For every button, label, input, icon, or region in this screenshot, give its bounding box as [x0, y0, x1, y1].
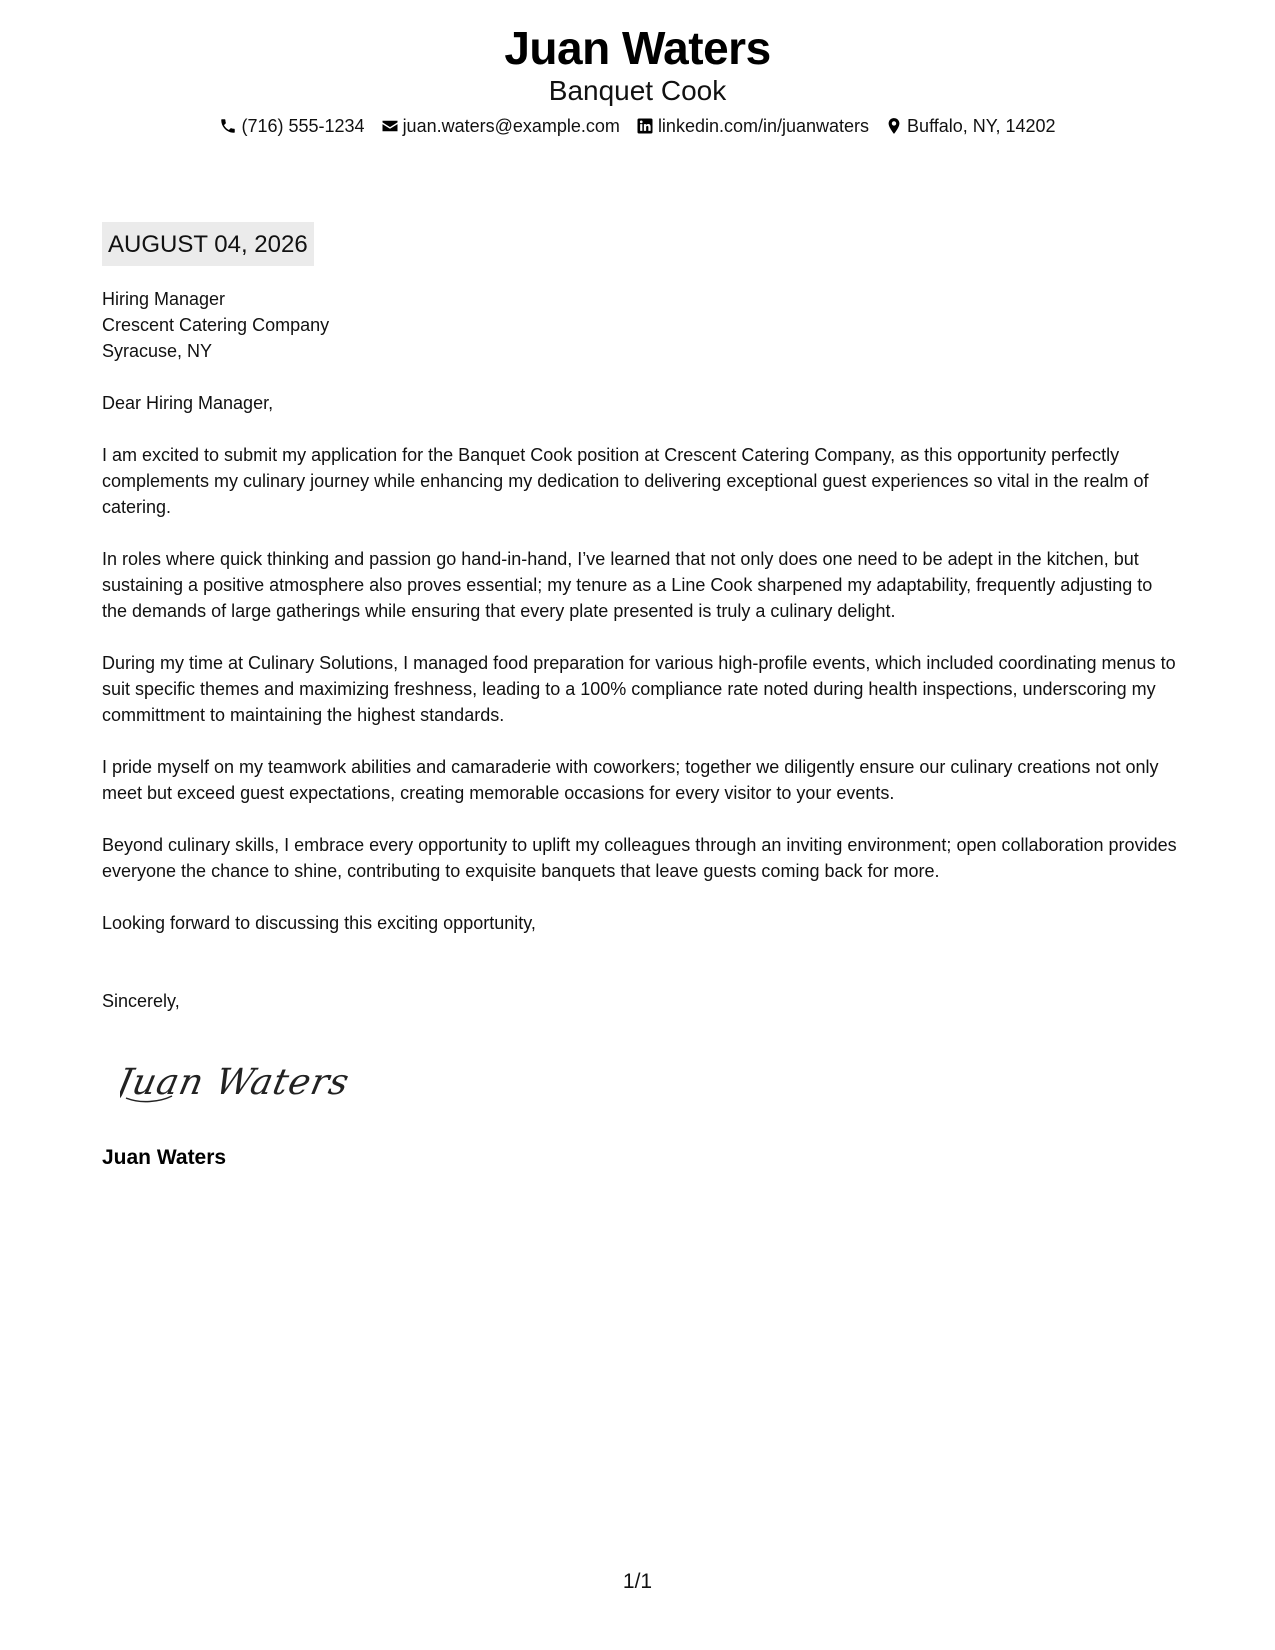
paragraph: I pride myself on my teamwork abilities and camaraderie with coworkers; together we diligently ensure our culinary creations not only meet but exceed guest expectations, creating memorable occasions for every visitor to your events. [102, 757, 1159, 803]
letter-date: AUGUST 04, 2026 [102, 222, 314, 266]
linkedin-icon [636, 117, 654, 135]
salutation: Dear Hiring Manager, [102, 393, 274, 413]
phone-icon [219, 117, 237, 135]
email-address: juan.waters@example.com [402, 116, 620, 136]
paragraph: In roles where quick thinking and passion go hand-in-hand, I’ve learned that not only does one need to be adept in the kitchen, but sustaining a positive atmosphere also proves essential; my tenure as a Line Cook sharpened my adaptability, frequently adjusting to the demands of large gatherings while ensuring that every plate presented is truly a culinary delight. [102, 549, 1153, 621]
signer-name: Juan Waters [102, 1146, 227, 1169]
applicant-title: Banquet Cook [548, 75, 727, 106]
letter-header [0, 18, 1275, 139]
handwritten-signature [120, 1052, 350, 1112]
signoff: Sincerely, [102, 991, 180, 1011]
linkedin-url: linkedin.com/in/juanwaters [657, 116, 870, 136]
contact-phone [219, 113, 364, 139]
recipient-line: Crescent Catering Company [102, 315, 330, 335]
letter-body [102, 286, 1177, 1014]
svg-text:Juan Waters: Juan Waters [120, 1060, 350, 1103]
contact-email [381, 113, 620, 139]
envelope-icon [381, 117, 399, 135]
paragraph: During my time at Culinary Solutions, I managed food preparation for various high-profile events, which included coordinating menus to suit specific themes and maximizing freshness, leading to a 100% compliance rate noted during health inspections, underscoring my committment to maintaining the highest standards. [102, 653, 1176, 725]
paragraph: I am excited to submit my application for the Banquet Cook position at Crescent Catering Company, as this opportunity perfectly complements my culinary journey while enhancing my dedication to delivering exceptional guest experiences so vital in the realm of catering. [102, 445, 1149, 517]
map-marker-icon [885, 117, 903, 135]
contact-bar [0, 113, 1275, 139]
phone-number: (716) 555-1234 [241, 116, 365, 136]
closing-line: Looking forward to discussing this exciting opportunity, [102, 913, 536, 933]
paragraph: Beyond culinary skills, I embrace every opportunity to uplift my colleagues through an inviting environment; open collaboration provides everyone the chance to shine, contributing to exquisite banquets that leave guests coming back for more. [102, 835, 1177, 881]
contact-location [885, 113, 1055, 139]
applicant-name: Juan Waters [504, 22, 771, 74]
recipient-line: Syracuse, NY [102, 341, 213, 361]
recipient-block [102, 286, 1177, 364]
location-text: Buffalo, NY, 14202 [907, 116, 1056, 136]
page-number: 1/1 [622, 1570, 653, 1593]
recipient-line: Hiring Manager [102, 289, 226, 309]
contact-linkedin [636, 113, 869, 139]
